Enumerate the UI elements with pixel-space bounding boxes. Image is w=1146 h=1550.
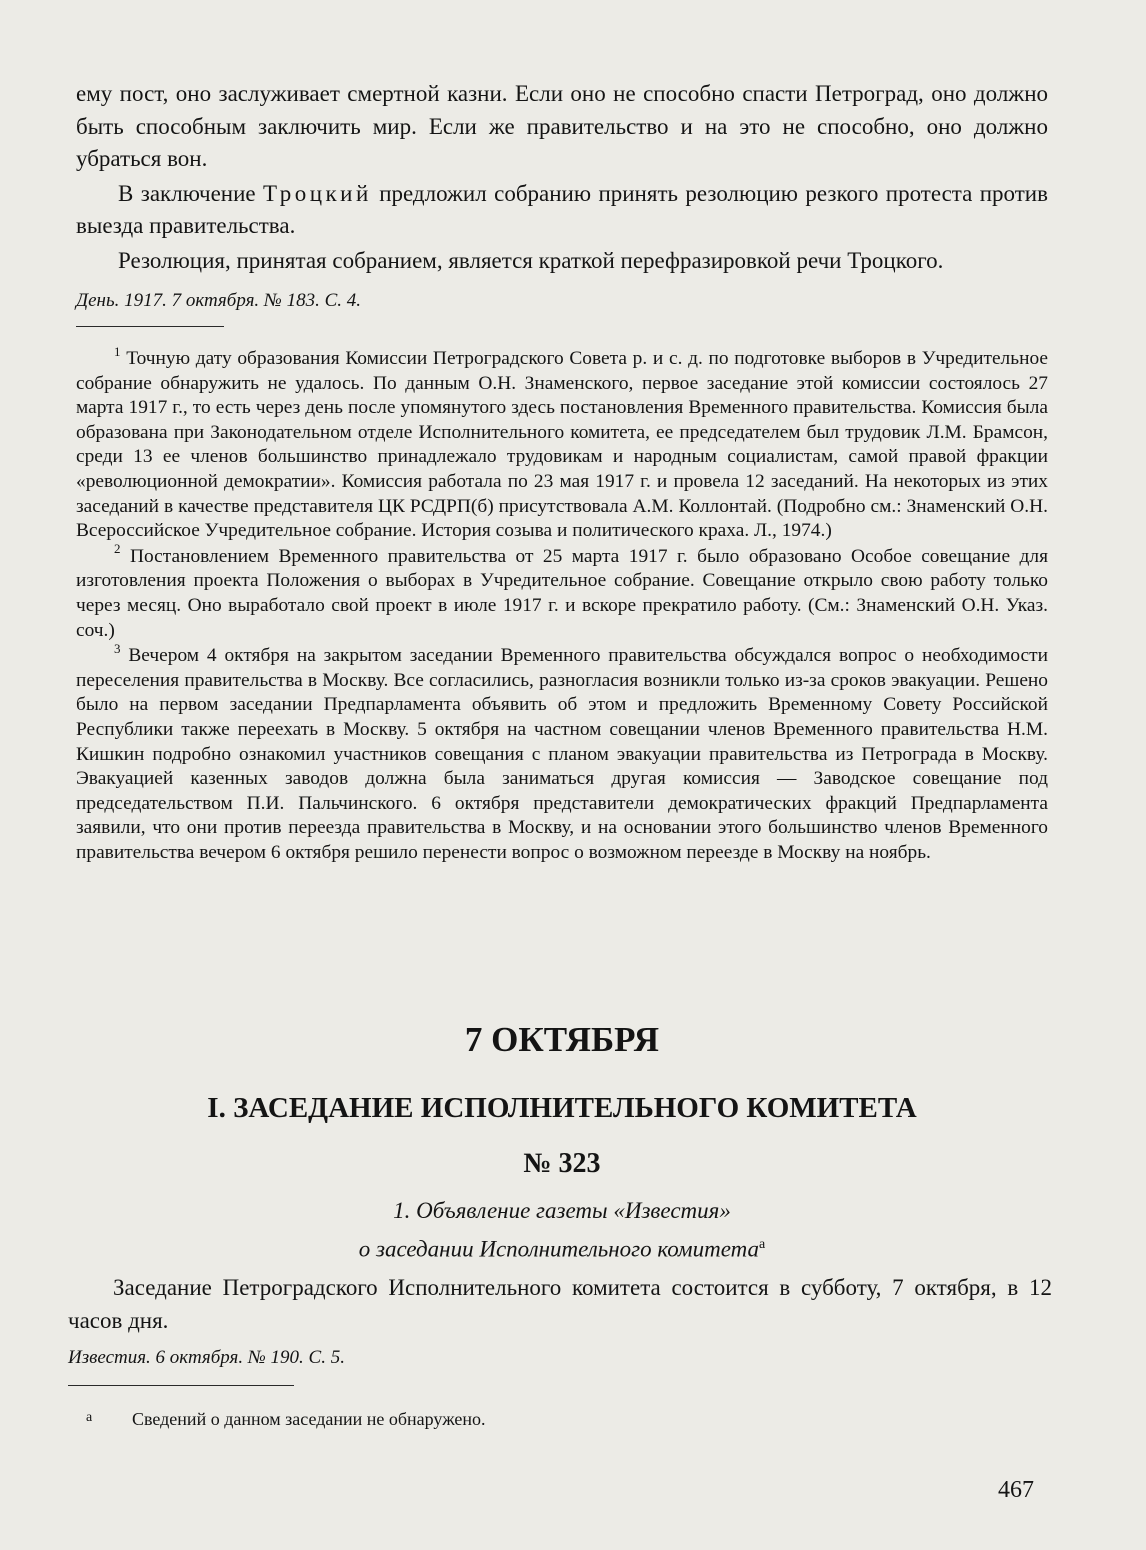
source-citation-2: Известия. 6 октября. № 190. С. 5. <box>68 1347 345 1368</box>
paragraph-1: ему пост, оно заслуживает смертной казни. Если оно не способно спасти Петроград, оно должно быть способным заключить мир. Если же правительство и на это не способно, оно должно убраться вон. <box>76 81 1048 171</box>
section-title: I. ЗАСЕДАНИЕ ИСПОЛНИТЕЛЬНОГО КОМИТЕТА <box>207 1092 917 1124</box>
section-date: 7 ОКТЯБРЯ <box>464 1020 660 1059</box>
session-number: № 323 <box>523 1148 601 1179</box>
announcement-paragraph: Заседание Петроградского Исполнительного комитета состоится в субботу, 7 октября, в 12 часов дня. <box>68 1275 1052 1333</box>
document-title-footnote-mark: а <box>759 1237 766 1252</box>
footnote-1 <box>76 343 1048 544</box>
document-title-line-1: 1. Объявление газеты «Известия» <box>393 1198 731 1223</box>
footnote-3-text: Вечером 4 октября на закрытом заседании Временного правительства обсуждался вопрос о необходимости переселения правительства в Москву. Все согласились, разногласия возникли только из-за сроков эвакуации. Решено было на первом заседании Предпарламента объявить об этом и предложить Временному Совету Российской Республики также переехать в Москву. 5 октября на частном совещании членов Временного правительства Н.М. Кишкин подробно ознакомил участников совещания с планом эвакуации правительства из Петрограда в Москву. Эвакуацией казенных заводов должна была заниматься другая комиссия — Заводское совещание под председательством П.И. Пальчинского. 6 октября представители демократических фракций Предпарламента заявили, что они против переезда правительства в Москву, и на основании этого большинство членов Временного правительства вечером 6 октября решило перенести вопрос о возможном переезде в Москву на ноябрь. <box>76 645 1048 863</box>
footnote-1-text: Точную дату образования Комиссии Петроградского Совета р. и с. д. по подготовке выборов в Учредительное собрание обнаружить не удалось. По данным О.Н. Знаменского, первое заседание этой комиссии состоялось 27 марта 1917 г., то есть через день после упомянутого здесь постановления Временного правительства. Комиссия была образована при Законодательном отделе Исполнительного комитета, ее председателем был трудовик Л.М. Брамсон, среди 13 ее членов большинство принадлежало трудовикам и народным социалистам, самой правой фракции «революционной демократии». Комиссия работала по 23 мая 1917 г. и провела 12 заседаний. На некоторых из этих заседаний в качестве представителя ЦК РСДРП(б) присутствовала А.М. Коллонтай. (Подробно см.: Знаменский О.Н. Всероссийское Учредительное собрание. История созыва и политического краха. Л., 1974.) <box>76 348 1048 542</box>
paragraph-3: Резолюция, принятая собранием, является краткой перефразировкой речи Троцкого. <box>118 247 944 273</box>
footnote-1-number: 1 <box>114 343 121 359</box>
announcement-text <box>68 1272 1052 1337</box>
footnote-a <box>86 1406 1058 1431</box>
footnote-a-text: Сведений о данном заседании не обнаружено. <box>132 1409 486 1429</box>
trotsky-name: Троцкий <box>263 180 372 206</box>
paragraph-2-end: предложил собранию принять резолюцию резкого протеста против выезда правительства. <box>76 180 1048 238</box>
page-number: 467 <box>998 1477 1034 1503</box>
paragraph-2 <box>76 178 1048 243</box>
footnote-3 <box>76 640 1048 865</box>
footnote-2-text: Постановлением Временного правительства от 25 марта 1917 г. было образовано Особое совещание для изготовления проекта Положения о выборах в Учредительное собрание. Совещание открыло свою работу только через месяц. Оно выработало свой проект в июле 1917 г. и вскоре прекратило работу. (См.: Знаменский О.Н. Указ. соч.) <box>76 545 1048 641</box>
footnote-divider <box>76 326 224 327</box>
footnote-3-number: 3 <box>114 640 121 656</box>
document-title-text: о заседании Исполнительного комитета <box>358 1236 759 1262</box>
footnote-2 <box>76 541 1048 643</box>
document-title-line-2 <box>76 1229 1048 1265</box>
footnote-divider-2 <box>68 1385 294 1386</box>
footnote-2-number: 2 <box>114 541 121 557</box>
footnote-a-mark: а <box>86 1410 93 1425</box>
paragraph-2-start: В заключение <box>118 180 264 206</box>
intro-text <box>76 78 1048 277</box>
footnotes <box>76 343 1048 865</box>
source-citation-1: День. 1917. 7 октября. № 183. С. 4. <box>76 290 361 311</box>
